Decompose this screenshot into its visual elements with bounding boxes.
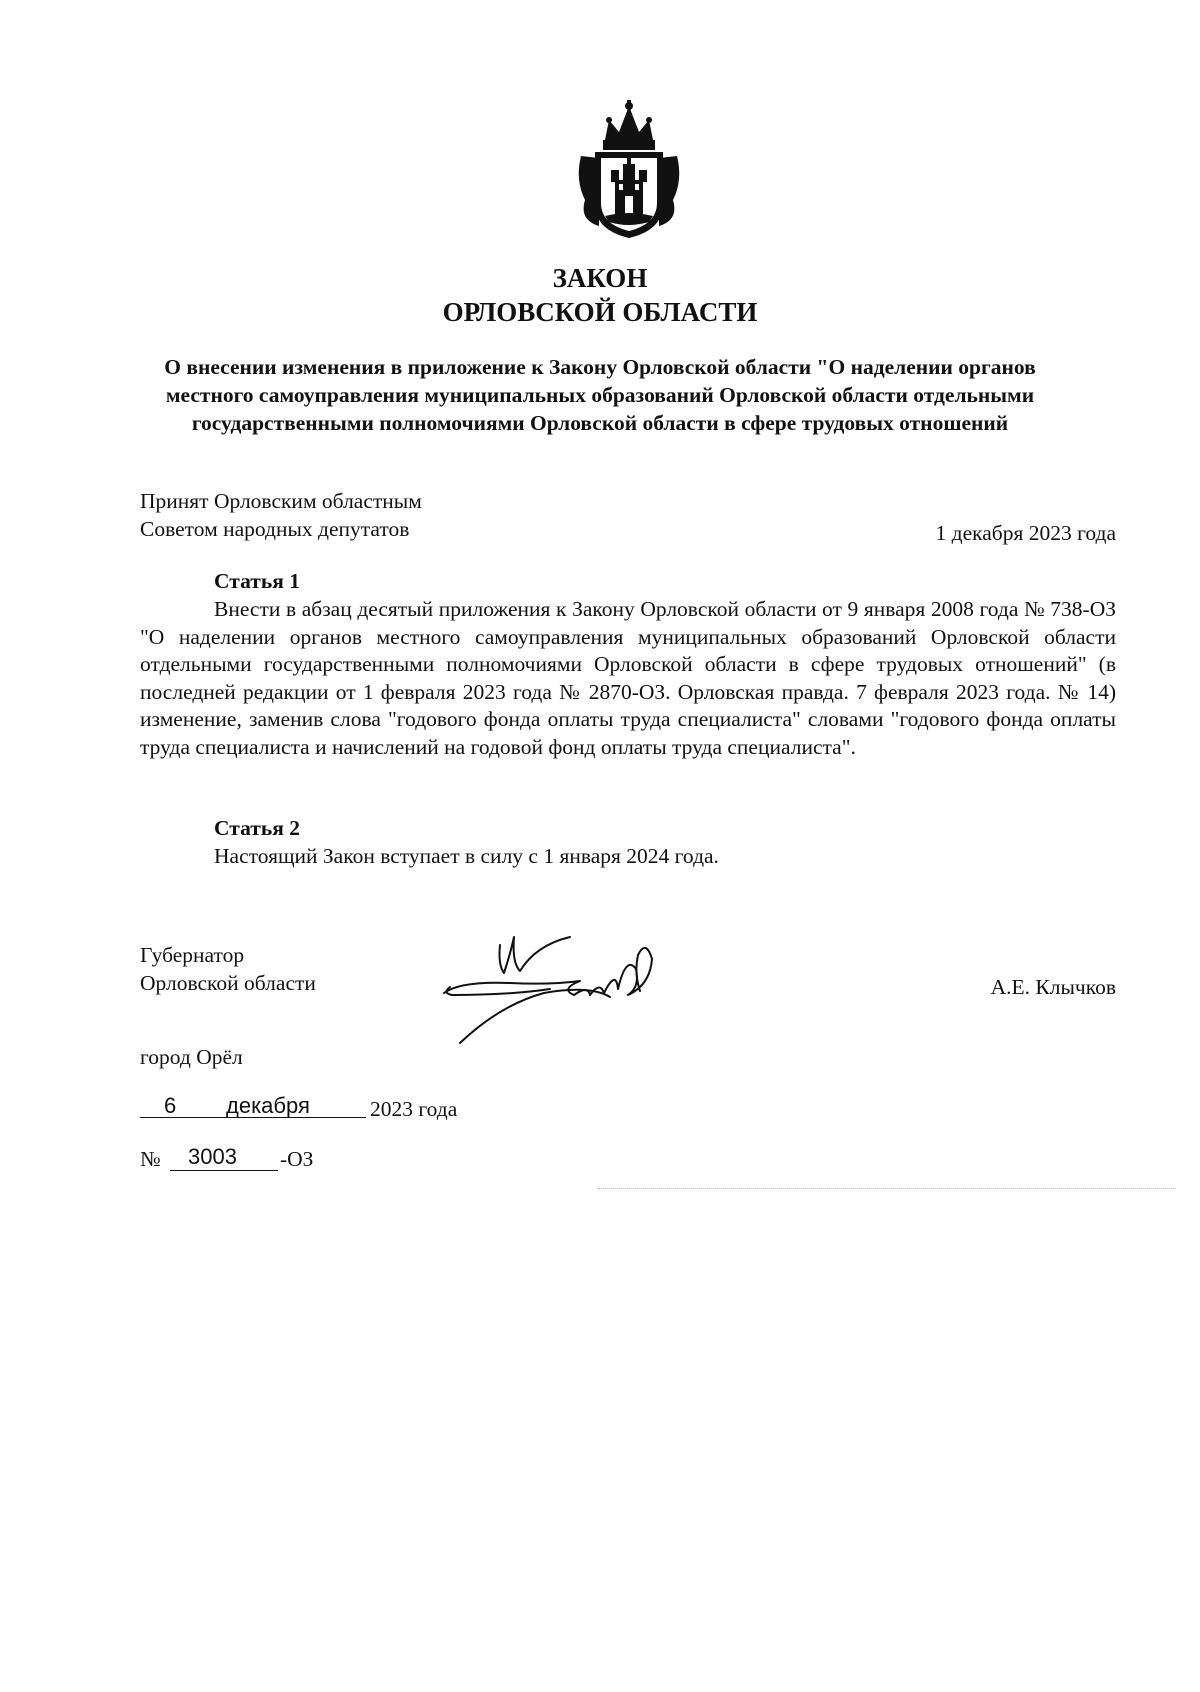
number-suffix: -ОЗ bbox=[280, 1147, 314, 1171]
handwritten-signature bbox=[440, 925, 680, 1045]
signing-year: 2023 года bbox=[370, 1097, 458, 1121]
article-1-heading: Статья 1 bbox=[214, 569, 300, 593]
number-prefix: № bbox=[140, 1147, 161, 1171]
law-number: 3003 bbox=[188, 1144, 237, 1169]
law-title: ЗАКОН bbox=[552, 263, 648, 293]
article-2-heading: Статья 2 bbox=[214, 816, 300, 840]
adoption-date: 1 декабря 2023 года bbox=[935, 521, 1116, 545]
article-1-text: Внести в абзац десятый приложения к Закону Орловской области от 9 января 2008 года № 738-ОЗ "О наделении органов местного самоуправления муниципальных образований Орловской области отдельными государственными полномочиями Орловской области в сфере трудовых отношений" (в последней редакции от 1 февраля 2023 года № 2870-ОЗ. Орловская правда. 7 февраля 2023 года. № 14) изменение, заменив слова "годового фонда оплаты труда специалиста" словами "годового фонда оплаты труда специалиста и начислений на годовой фонд оплаты труда специалиста". bbox=[140, 597, 1116, 759]
signing-day: 6 bbox=[164, 1093, 177, 1118]
adoption-line-2: Советом народных депутатов bbox=[140, 517, 410, 541]
signatory-title-2: Орловской области bbox=[140, 971, 316, 995]
adoption-line-1: Принят Орловским областным bbox=[140, 489, 422, 513]
signatory-title-1: Губернатор bbox=[140, 943, 245, 967]
coat-of-arms-emblem bbox=[575, 100, 683, 240]
region-title: ОРЛОВСКОЙ ОБЛАСТИ bbox=[442, 297, 758, 327]
signing-month: декабря bbox=[226, 1093, 310, 1118]
article-2-text: Настоящий Закон вступает в силу с 1 января 2024 года. bbox=[214, 844, 719, 868]
number-underline bbox=[170, 1170, 278, 1171]
scan-artifact-line bbox=[598, 1188, 1176, 1189]
law-subtitle: О внесении изменения в приложение к Закону Орловской области "О наделении органов местного самоуправления муниципальных образований Орловской области отдельными государственными полномочиями Орловской области в сфере трудовых отношений bbox=[164, 355, 1036, 435]
city-label: город Орёл bbox=[140, 1045, 243, 1069]
signatory-name: А.Е. Клычков bbox=[990, 975, 1116, 999]
